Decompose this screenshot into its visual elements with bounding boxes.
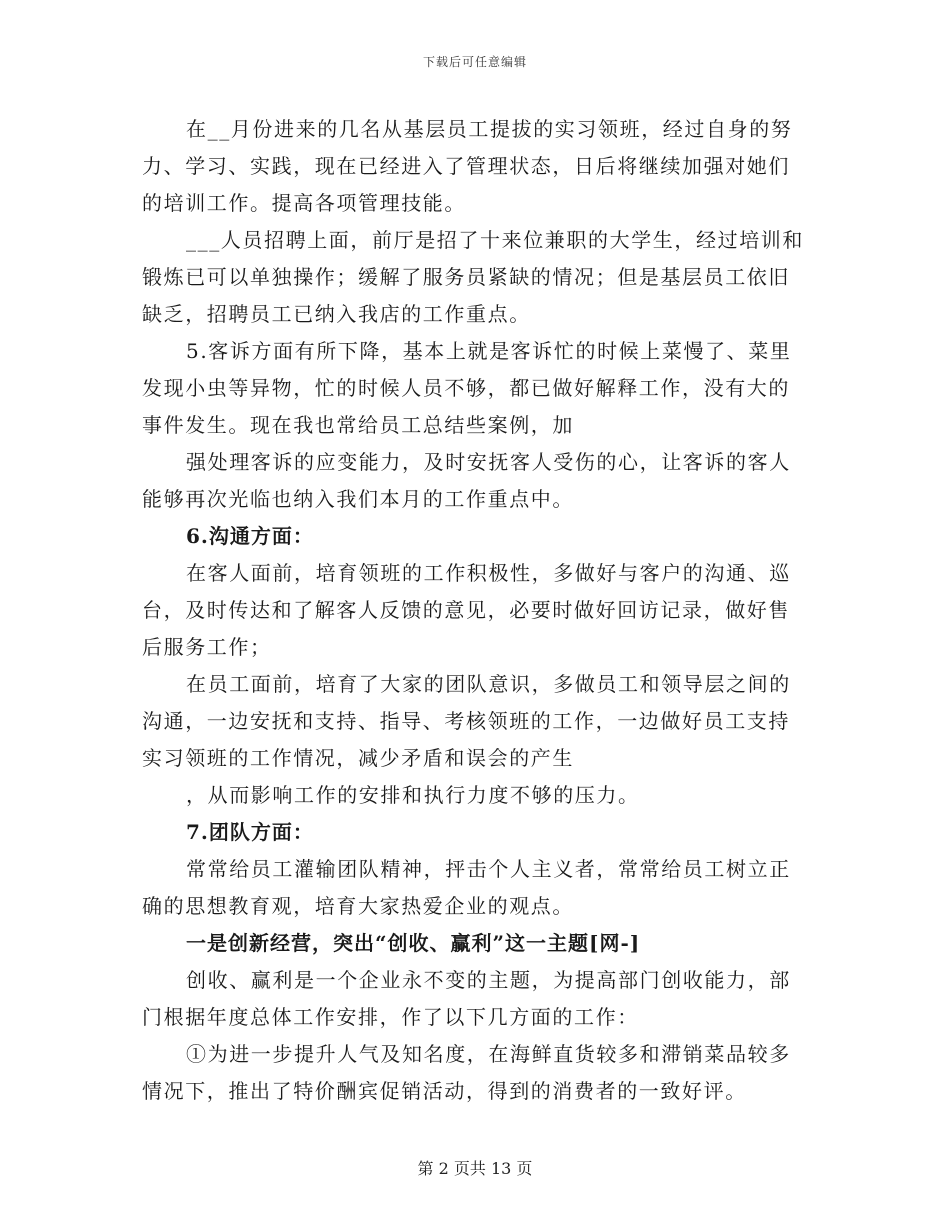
body-line: 力、学习、实践，现在已经进入了管理状态，日后将继续加强对她们 xyxy=(142,154,790,178)
body-line: 沟通，一边安抚和支持、指导、考核领班的工作，一边做好员工支持 xyxy=(142,709,790,733)
body-line: 在__月份进来的几名从基层员工提拔的实习领班，经过自身的努 xyxy=(186,117,793,141)
body-line: 锻炼已可以单独操作；缓解了服务员紧缺的情况；但是基层员工依旧 xyxy=(142,265,790,289)
body-line: 创收、赢利是一个企业永不变的主题，为提高部门创收能力，部 xyxy=(186,968,791,992)
body-line: 情况下，推出了特价酬宾促销活动，得到的消费者的一致好评。 xyxy=(142,1079,747,1103)
body-line: 确的思想教育观，培育大家热爱企业的观点。 xyxy=(142,894,574,918)
body-line: ___人员招聘上面，前厅是招了十来位兼职的大学生，经过培训和 xyxy=(186,228,804,252)
section-heading: 6.沟通方面： xyxy=(186,524,314,548)
page-footer: 第 2 页共 13 页 xyxy=(417,1159,533,1178)
page-header: 下载后可任意编辑 xyxy=(422,55,527,69)
body-line: 事件发生。现在我也常给员工总结些案例，加 xyxy=(142,413,574,437)
body-line: 强处理客诉的应变能力，及时安抚客人受伤的心，让客诉的客人 xyxy=(186,450,791,474)
body-line: 发现小虫等异物，忙的时候人员不够，都已做好解释工作，没有大的 xyxy=(142,376,790,400)
body-line: 在员工面前，培育了大家的团队意识，多做员工和领导层之间的 xyxy=(186,672,791,696)
body-line: ，从而影响工作的安排和执行力度不够的压力。 xyxy=(186,783,640,807)
body-line: 门根据年度总体工作安排，作了以下几方面的工作： xyxy=(142,1005,639,1029)
body-line: 5.客诉方面有所下降，基本上就是客诉忙的时候上菜慢了、菜里 xyxy=(186,339,792,363)
body-line: 的培训工作。提高各项管理技能。 xyxy=(142,191,466,215)
body-line: ①为进一步提升人气及知名度，在海鲜直货较多和滞销菜品较多 xyxy=(186,1042,791,1066)
section-heading: 7.团队方面： xyxy=(186,820,314,844)
body-line: 台，及时传达和了解客人反馈的意见，必要时做好回访记录，做好售 xyxy=(142,598,790,622)
body-line: 能够再次光临也纳入我们本月的工作重点中。 xyxy=(142,487,574,511)
body-line: 缺乏，招聘员工已纳入我店的工作重点。 xyxy=(142,302,531,326)
body-line: 后服务工作； xyxy=(142,635,272,659)
body-line: 实习领班的工作情况，减少矛盾和误会的产生 xyxy=(142,746,574,770)
body-line: 在客人面前，培育领班的工作积极性，多做好与客户的沟通、巡 xyxy=(186,561,791,585)
body-line: 常常给员工灌输团队精神，抨击个人主义者，常常给员工树立正 xyxy=(186,857,791,881)
section-heading: 一是创新经营，突出“创收、赢利”这一主题[网-] xyxy=(186,931,641,955)
